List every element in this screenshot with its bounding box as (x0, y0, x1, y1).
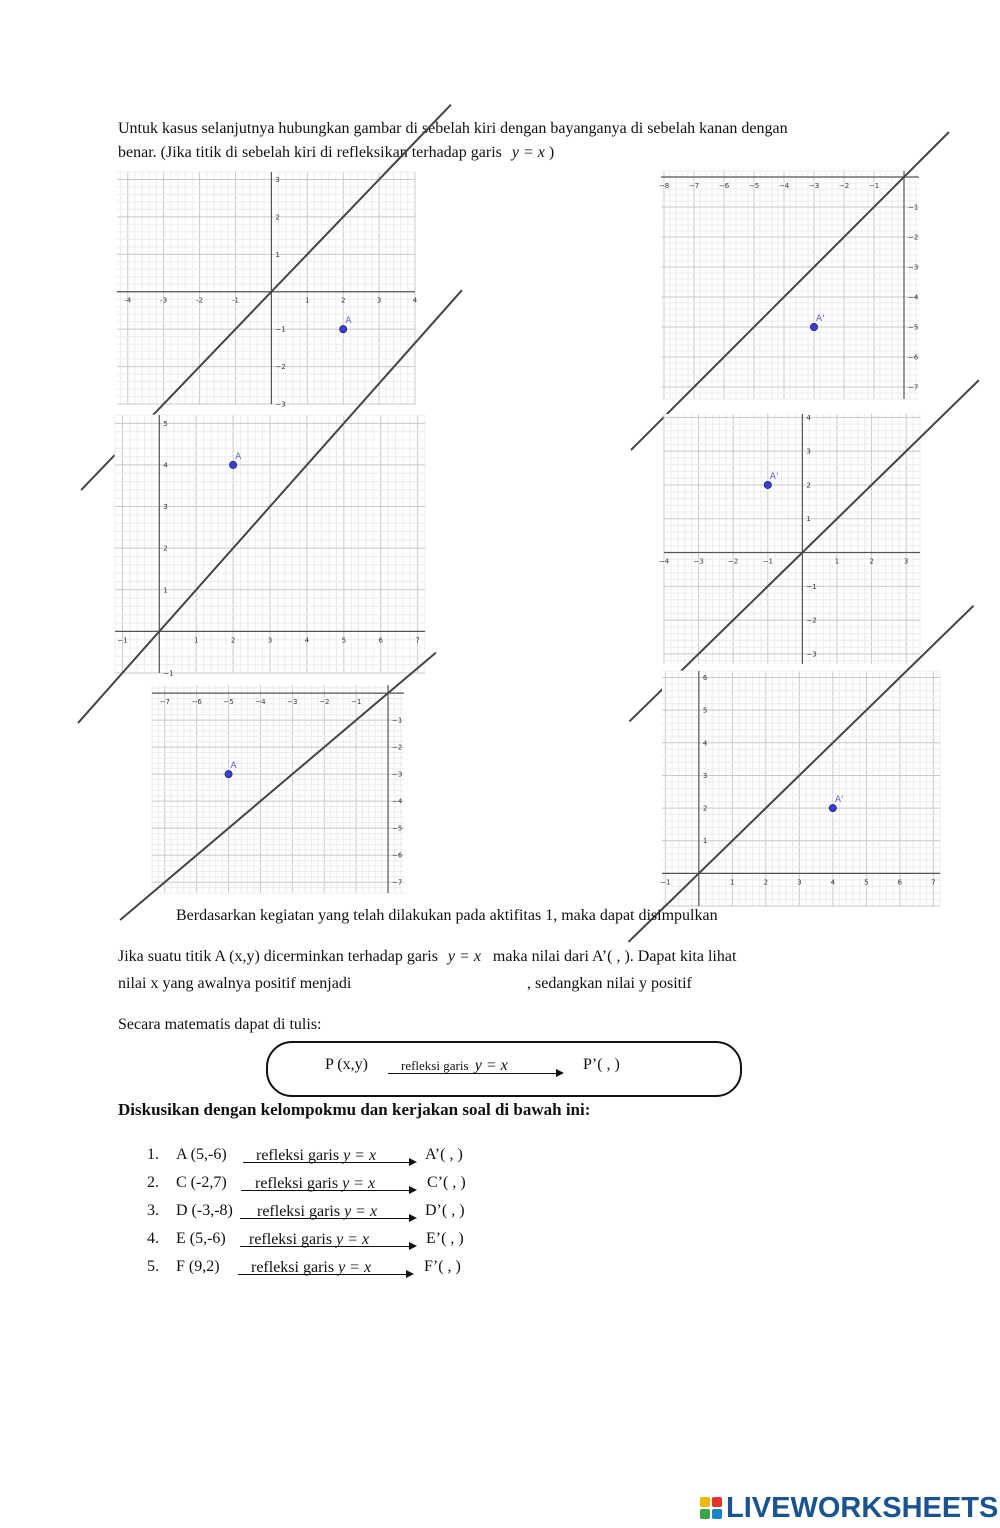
x-tick-label: −4 (255, 698, 266, 707)
item-answer: F’( , ) (424, 1258, 461, 1275)
y-tick-label: −1 (806, 582, 817, 591)
x-tick-label: 4 (304, 636, 310, 645)
logo-square-icon (700, 1497, 710, 1507)
y-tick-label: −6 (392, 851, 403, 860)
y-tick-label: 3 (275, 175, 280, 184)
x-tick-label: −1 (868, 182, 880, 190)
point-marker (810, 323, 817, 330)
x-tick-label: 5 (341, 636, 347, 645)
item-answer: E’( , ) (426, 1230, 464, 1247)
point-marker (229, 461, 236, 468)
x-tick-label: -3 (160, 296, 168, 305)
item-arrow-label (257, 1202, 377, 1222)
formula-left: P (x,y) (325, 1056, 368, 1073)
conclusion-line-2a: nilai x yang awalnya positif menjadi (118, 975, 352, 992)
point-label: A' (769, 471, 779, 482)
conclusion-line-1 (118, 947, 736, 967)
x-tick-label: 5 (864, 878, 869, 887)
item-point: D (-3,-8) (176, 1202, 233, 1219)
y-tick-label: −3 (392, 770, 403, 779)
y-tick-label: 6 (702, 674, 708, 683)
item-number: 3. (147, 1202, 159, 1219)
y-tick-label: −5 (908, 323, 919, 332)
y-tick-label: −7 (392, 878, 403, 887)
intro-line-2-text: benar. (Jika titik di sebelah kiri di refleksikan terhadap garis (118, 144, 502, 161)
item-arrow (241, 1190, 415, 1191)
point-label: A' (834, 795, 844, 806)
y-tick-label: −4 (392, 797, 403, 806)
item-arrow-math: y = x (338, 1259, 372, 1276)
x-tick-label: 4 (830, 878, 836, 887)
y-tick-label: 1 (275, 250, 280, 259)
x-tick-label: -1 (231, 296, 239, 305)
item-arrow (240, 1246, 415, 1247)
item-arrow-text: refleksi garis (255, 1175, 339, 1192)
formula-arrow-text: refleksi garis (401, 1058, 469, 1073)
x-tick-label: −5 (748, 182, 760, 190)
x-tick-label: 6 (897, 878, 903, 887)
item-arrow (240, 1218, 415, 1219)
formula-arrow (388, 1073, 562, 1074)
logo-square-icon (700, 1509, 710, 1519)
item-arrow-text: refleksi garis (249, 1231, 333, 1248)
y-tick-label: −3 (908, 263, 919, 272)
y-tick-label: 1 (163, 586, 168, 595)
graph-2-svg (658, 171, 919, 399)
math-intro: Secara matematis dapat di tulis: (118, 1016, 322, 1033)
item-point: A (5,-6) (176, 1146, 227, 1163)
logo-mark-icon (700, 1497, 722, 1519)
x-tick-label: −7 (688, 182, 700, 190)
point-marker (340, 326, 347, 333)
y-tick-label: 2 (806, 481, 811, 490)
x-tick-label: −8 (658, 182, 670, 190)
x-tick-label: 1 (730, 878, 735, 887)
y-tick-label: −1 (908, 203, 919, 212)
conclusion-heading: Berdasarkan kegiatan yang telah dilakukan pada aktifitas 1, maka dapat disimpulkan (176, 907, 718, 924)
conclusion-line-1-b: maka nilai dari A’( , ). Dapat kita lihat (492, 948, 737, 965)
item-arrow-math: y = x (336, 1231, 370, 1248)
x-tick-label: 2 (763, 878, 769, 887)
x-tick-label: −4 (658, 557, 670, 566)
item-number: 1. (147, 1146, 159, 1163)
item-answer: A’( , ) (425, 1146, 463, 1163)
item-arrow-text: refleksi garis (257, 1203, 341, 1220)
item-point: F (9,2) (176, 1258, 220, 1275)
x-tick-label: 2 (230, 636, 236, 645)
item-number: 4. (147, 1230, 159, 1247)
x-tick-label: −2 (838, 182, 850, 190)
x-tick-label: −2 (319, 698, 330, 707)
item-arrow-label (255, 1174, 375, 1194)
y-tick-label: −1 (163, 669, 174, 678)
item-arrow (238, 1274, 412, 1275)
y-tick-label: −5 (392, 824, 403, 833)
item-point: C (-2,7) (176, 1174, 227, 1191)
x-tick-label: 2 (869, 557, 874, 566)
graph-6 (662, 671, 940, 906)
conclusion-line-1-math: y = x (447, 948, 481, 965)
item-arrow-label (249, 1230, 369, 1250)
x-tick-label: 7 (931, 878, 936, 887)
y-tick-label: −6 (908, 353, 919, 362)
item-answer: D’( , ) (425, 1202, 465, 1219)
y-tick-label: 3 (806, 447, 811, 456)
item-arrow-label (251, 1258, 371, 1278)
item-arrow-math: y = x (342, 1175, 376, 1192)
y-tick-label: 5 (702, 706, 708, 715)
formula-arrow-math: y = x (474, 1057, 508, 1074)
graph-5 (152, 685, 404, 893)
x-tick-label: -2 (196, 296, 204, 305)
x-tick-label: −2 (728, 557, 739, 566)
graph-1-svg (117, 172, 418, 409)
x-tick-label: 7 (415, 636, 420, 645)
x-tick-label: 3 (267, 636, 273, 645)
logo-square-icon (712, 1497, 722, 1507)
item-arrow-text: refleksi garis (256, 1147, 340, 1164)
item-arrow-math: y = x (343, 1147, 377, 1164)
point-label: A (230, 761, 237, 772)
intro-line-1: Untuk kasus selanjutnya hubungkan gambar di sebelah kiri dengan bayanganya di sebelah kanan dengan (118, 120, 788, 137)
x-tick-label: 6 (378, 636, 383, 645)
discussion-heading: Diskusikan dengan kelompokmu dan kerjakan soal di bawah ini: (118, 1100, 591, 1119)
item-arrow-text: refleksi garis (251, 1259, 335, 1276)
x-tick-label: −3 (287, 698, 298, 707)
x-tick-label: −3 (693, 557, 704, 566)
conclusion-line-2b: , sedangkan nilai y positif (527, 975, 692, 992)
y-tick-label: 4 (702, 739, 708, 748)
graph-3-svg (115, 415, 425, 678)
point-marker (225, 771, 232, 778)
y-tick-label: 1 (806, 515, 811, 524)
y-tick-label: −1 (275, 325, 286, 334)
y-tick-label: 3 (702, 771, 708, 780)
intro-line-2-math: y = x (511, 144, 545, 161)
point-marker (764, 481, 771, 488)
y-tick-label: −1 (392, 716, 403, 725)
graph-1 (117, 172, 418, 409)
y-tick-label: 2 (275, 213, 280, 222)
x-tick-label: 4 (412, 296, 418, 305)
y-tick-label: −3 (275, 400, 286, 409)
x-tick-label: −6 (718, 182, 730, 190)
x-tick-label: −1 (660, 878, 671, 887)
point-marker (829, 804, 836, 811)
x-tick-label: −6 (191, 698, 202, 707)
y-tick-label: 5 (163, 419, 168, 428)
liveworksheets-logo (700, 1488, 998, 1528)
point-label: A (235, 451, 242, 462)
logo-text: LIVEWORKSHEETS (726, 1491, 999, 1524)
y-tick-label: 1 (702, 837, 708, 846)
y-tick-label: 4 (806, 413, 811, 422)
y-tick-label: 3 (163, 503, 168, 512)
intro-line-2 (118, 143, 554, 163)
x-tick-label: −1 (762, 557, 773, 566)
graph-4-svg (658, 413, 920, 664)
x-tick-label: -4 (124, 296, 132, 305)
y-tick-label: −4 (908, 293, 919, 302)
x-tick-label: −4 (778, 182, 790, 190)
y-tick-label: −2 (392, 743, 403, 752)
item-number: 5. (147, 1258, 159, 1275)
x-tick-label: 3 (903, 557, 909, 566)
x-tick-label: −5 (223, 698, 234, 707)
x-tick-label: 3 (376, 296, 382, 305)
graph-4 (658, 413, 920, 664)
item-point: E (5,-6) (176, 1230, 226, 1247)
graph-5-svg (152, 685, 404, 893)
logo-square-icon (712, 1509, 722, 1519)
item-answer: C’( , ) (427, 1174, 466, 1191)
y-tick-label: −2 (908, 233, 919, 242)
x-tick-label: 1 (305, 296, 310, 305)
x-tick-label: −1 (350, 698, 362, 707)
graph-2 (658, 171, 919, 399)
y-tick-label: 2 (163, 544, 168, 553)
x-tick-label: 1 (834, 557, 840, 566)
item-arrow-math: y = x (344, 1203, 378, 1220)
x-tick-label: 3 (797, 878, 802, 887)
graph-3 (115, 415, 425, 678)
y-tick-label: −2 (275, 363, 286, 372)
x-tick-label: −3 (808, 182, 820, 190)
y-tick-label: −7 (908, 383, 919, 392)
graph-6-svg (662, 671, 940, 906)
x-tick-label: 2 (340, 296, 346, 305)
formula-right: P’( , ) (583, 1056, 620, 1073)
y-tick-label: −3 (806, 650, 817, 659)
item-number: 2. (147, 1174, 159, 1191)
conclusion-line-1-a: Jika suatu titik A (x,y) dicerminkan terhadap garis (118, 948, 438, 965)
x-tick-label: −7 (159, 698, 170, 707)
point-label: A (345, 316, 352, 327)
x-tick-label: −1 (117, 636, 128, 645)
intro-line-2-end: ) (548, 144, 555, 161)
item-arrow (243, 1162, 415, 1163)
point-label: A' (816, 314, 825, 324)
item-arrow-label (256, 1146, 376, 1166)
y-tick-label: 2 (702, 804, 708, 813)
y-tick-label: −2 (806, 616, 817, 625)
x-tick-label: 1 (193, 636, 199, 645)
y-tick-label: 4 (163, 461, 168, 470)
